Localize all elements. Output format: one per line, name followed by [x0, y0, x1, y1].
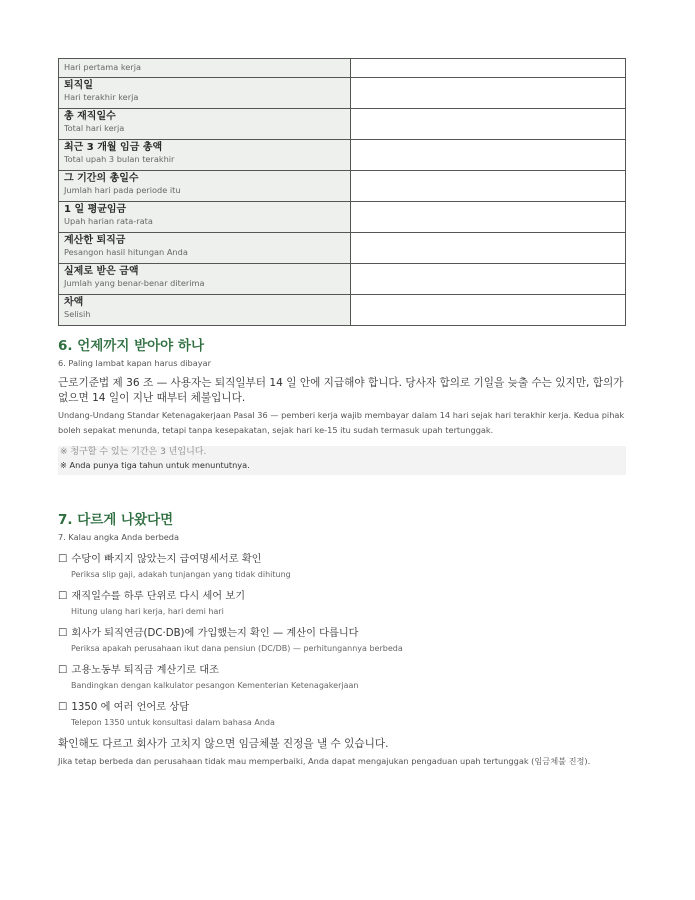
table-row — [59, 59, 626, 78]
checklist-item-id: Hitung ulang hari kerja, hari demi hari — [71, 607, 224, 616]
checklist-item — [58, 552, 626, 581]
section-subtitle: 6. Paling lambat kapan harus dibayar — [58, 358, 211, 368]
row-label-id: Total hari kerja — [64, 123, 125, 133]
row-label-ko: 차액 — [64, 297, 84, 308]
value-cell[interactable] — [351, 295, 626, 326]
row-label-ko: 계산한 퇴직금 — [64, 235, 126, 246]
row-label-id: Selisih — [64, 309, 91, 319]
table-row — [59, 295, 626, 326]
row-label-id: Pesangon hasil hitungan Anda — [64, 247, 188, 257]
body-text-ko: 근로기준법 제 36 조 — 사용자는 퇴직일부터 14 일 안에 지급해야 합니다. 당사자 합의로 기일을 늦출 수는 있지만, 합의가 없으면 14 일이 지난 때부터 체불입니다. — [58, 377, 624, 404]
row-label-id: Jumlah yang benar-benar diterima — [64, 278, 205, 288]
row-label-ko: 1 일 평균임금 — [64, 204, 127, 215]
row-label — [59, 171, 351, 202]
row-label — [59, 109, 351, 140]
severance-calculation-table — [58, 58, 626, 326]
checklist-item-id: Telepon 1350 untuk konsultasi dalam bahasa Anda — [71, 718, 275, 727]
section-if-different — [58, 511, 626, 769]
row-label-ko: 그 기간의 총일수 — [64, 173, 139, 184]
checkbox-icon[interactable]: ☐ — [58, 627, 68, 639]
body-text-id: Undang-Undang Standar Ketenagakerjaan Pasal 36 — pemberi kerja wajib membayar dalam 14 hari sejak hari terakhir kerja. Kedua pihak boleh sepakat menunda, tetapi tanpa kesepakatan, sejak hari ke-15 itu sudah termasuk upah tertunggak. — [58, 410, 625, 435]
checklist-item — [58, 700, 626, 729]
row-label-ko: 총 재직일수 — [64, 111, 116, 122]
closing-text-ko: 확인해도 다르고 회사가 고치지 않으면 임금체불 진정을 낼 수 있습니다. — [58, 738, 389, 750]
value-cell[interactable] — [351, 202, 626, 233]
row-label-id: Hari pertama kerja — [64, 62, 141, 72]
checkbox-icon[interactable]: ☐ — [58, 664, 68, 676]
table-row — [59, 233, 626, 264]
row-label — [59, 59, 351, 78]
checklist-item — [58, 626, 626, 655]
value-cell[interactable] — [351, 171, 626, 202]
checklist-item-ko: 수당이 빠지지 않았는지 급여명세서로 확인 — [71, 554, 262, 565]
checklist-item — [58, 663, 626, 692]
row-label — [59, 78, 351, 109]
table-row — [59, 140, 626, 171]
checkbox-icon[interactable]: ☐ — [58, 590, 68, 602]
row-label-id: Hari terakhir kerja — [64, 92, 139, 102]
checklist-item-ko: 재직일수를 하루 단위로 다시 세어 보기 — [71, 591, 246, 602]
section-title: 7. 다르게 나왔다면 — [58, 512, 174, 528]
checklist-item-id: Bandingkan dengan kalkulator pesangon Kementerian Ketenagakerjaan — [71, 681, 359, 690]
row-label-id: Upah harian rata-rata — [64, 216, 153, 226]
section-title: 6. 언제까지 받아야 하나 — [58, 338, 204, 354]
row-label — [59, 233, 351, 264]
note-text-id: ※ Anda punya tiga tahun untuk menuntutnya. — [60, 460, 250, 470]
row-label-id: Jumlah hari pada periode itu — [64, 185, 181, 195]
table-row — [59, 202, 626, 233]
value-cell[interactable] — [351, 78, 626, 109]
row-label — [59, 140, 351, 171]
checklist-item-id: Periksa slip gaji, adakah tunjangan yang tidak dihitung — [71, 570, 291, 579]
value-cell[interactable] — [351, 233, 626, 264]
table-row — [59, 264, 626, 295]
checkbox-icon[interactable]: ☐ — [58, 701, 68, 713]
row-label-id: Total upah 3 bulan terakhir — [64, 154, 175, 164]
note-text-ko: ※ 청구할 수 있는 기간은 3 년입니다. — [60, 447, 207, 457]
checklist-item-ko: 회사가 퇴직연금(DC·DB)에 가입했는지 확인 — 계산이 다릅니다 — [71, 628, 359, 639]
checklist-item-id: Periksa apakah perusahaan ikut dana pensiun (DC/DB) — perhitungannya berbeda — [71, 644, 403, 653]
value-cell[interactable] — [351, 109, 626, 140]
row-label-ko: 실제로 받은 금액 — [64, 266, 139, 277]
value-cell[interactable] — [351, 59, 626, 78]
checklist-item — [58, 589, 626, 618]
checklist-item-ko: 1350 에 여러 언어로 상담 — [71, 702, 190, 713]
row-label — [59, 295, 351, 326]
section-payment-deadline — [58, 337, 626, 475]
value-cell[interactable] — [351, 140, 626, 171]
row-label — [59, 264, 351, 295]
row-label — [59, 202, 351, 233]
table-row — [59, 78, 626, 109]
checklist-item-ko: 고용노동부 퇴직금 계산기로 대조 — [71, 665, 219, 676]
table-row — [59, 109, 626, 140]
checkbox-icon[interactable]: ☐ — [58, 553, 68, 565]
table-row — [59, 171, 626, 202]
closing-text-id: Jika tetap berbeda dan perusahaan tidak mau memperbaiki, Anda dapat mengajukan pengaduan upah tertunggak (임금체불 진정). — [58, 756, 591, 766]
value-cell[interactable] — [351, 264, 626, 295]
note-box — [58, 446, 626, 475]
section-subtitle: 7. Kalau angka Anda berbeda — [58, 532, 180, 542]
document-page — [58, 58, 626, 769]
row-label-ko: 퇴직일 — [64, 80, 93, 91]
row-label-ko: 최근 3 개월 임금 총액 — [64, 142, 163, 153]
